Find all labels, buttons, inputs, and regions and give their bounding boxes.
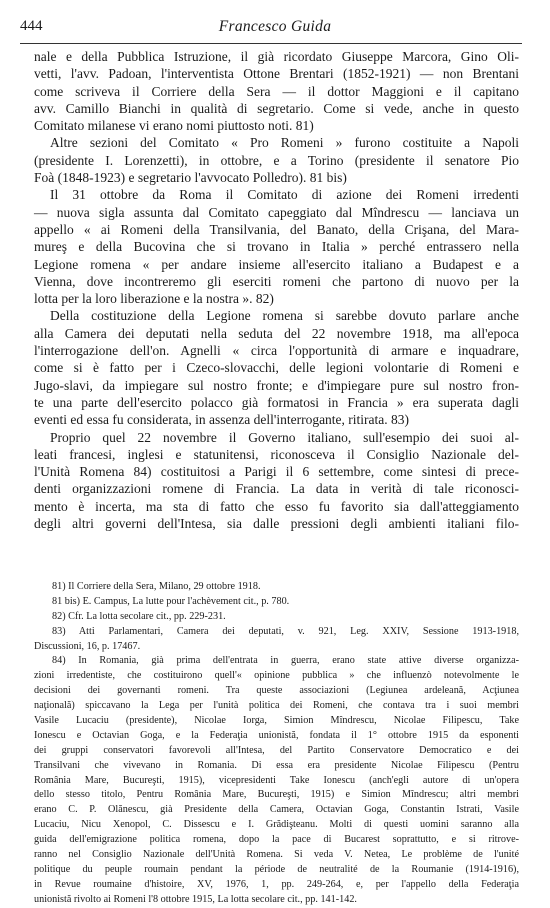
body-line: Foà (1848-1923) e segretario l'avvocato Polledro). 81 bis) <box>34 170 347 186</box>
body-line: denti organizzazioni romene di Francia. La data in verità di tale riconosci- <box>34 481 519 497</box>
footnote-line: unionistă rivolto ai Romeni l'8 ottobre 1915, La lotta secolare cit., pp. 141-142. <box>34 893 357 905</box>
body-line: alla Camera dei deputati nella seduta del 22 novembre 1918, ma all'epoca <box>34 325 519 341</box>
footnote-line: Discussioni, 16, p. 17467. <box>34 640 141 652</box>
body-line: appello « ai Romeni della Transilvania, del Banato, della Crişana, del Mara- <box>34 221 519 237</box>
footnote-line: in Revue roumaine d'histoire, XV, 1976, 1, pp. 249-264, e, per l'appello della Federaţia <box>34 878 519 890</box>
body-line: leati francesi, inglesi e statunitensi, riconosceva il Consiglio Nazionale del- <box>34 446 519 462</box>
footnotes <box>34 580 519 908</box>
body-line: Della costituzione della Legione romena si sarebbe dovuto parlare anche <box>50 308 519 324</box>
body-line: l'interrogazione dell'on. Agnelli « circa l'opportunità di armare e inquadrare, <box>34 343 519 359</box>
body-line: nale e della Pubblica Istruzione, il già ricordato Giuseppe Marcora, Gino Oli- <box>34 49 519 64</box>
body-text <box>34 48 519 532</box>
body-line: Il 31 ottobre da Roma il Comitato di azione dei Romeni irredenti <box>50 187 519 203</box>
body-line: vetti, l'avv. Padoan, l'interventista Ottone Brentari (1852-1921) — non Brentani <box>34 66 519 82</box>
body-line: degli altri governi dell'Intesa, sia dalle pressioni degli ambienti italiani filo- <box>34 516 519 532</box>
body-line: Proprio quel 22 novembre il Governo italiano, sull'esempio dei suoi al- <box>50 429 519 445</box>
footnote-line: 84) In Romania, già prima dell'entrata in guerra, erano state attive diverse organizza- <box>52 655 519 667</box>
footnote-line: ranno nel Consiglio Nazionale dell'Unità Romena. Si veda V. Netea, Le problème de l'unité <box>34 849 519 861</box>
footnote-line: Lucaciu, Nicu Xenopol, C. Dissescu e I. Grădişteanu. Molti di questi uomini saranno alla <box>34 819 519 831</box>
footnote-line: Vasile Lucaciu (presidente), Nicolae Iorga, Simion Mîndrescu, Nicolae Filipescu, Take <box>34 715 519 727</box>
body-line: — nuova sigla assunta dal Comitato capeggiato dal Mîndrescu — lanciava un <box>34 204 519 220</box>
body-line: Jugo-slavi, da impiegare sul nostro fronte; e d'impiegare pure sul nostro fron- <box>34 377 519 393</box>
footnote-line: naţională) spiccavano la Lega per l'unità politica dei Romeni, che contava tra i suoi membri <box>34 700 519 712</box>
body-line: Vienna, dove incontreremo gli eserciti romeni che partono di nuovo per la <box>34 273 519 289</box>
footnote-line: 83) Atti Parlamentari, Camera dei deputati, v. 921, Leg. XXIV, Sessione 1913-1918, <box>52 625 519 637</box>
footnote-line: 82) Cfr. La lotta secolare cit., pp. 229-231. <box>52 610 226 622</box>
footnote-line: erano C. P. Olănescu, già Presidente della Camera, Octavian Goga, Constantin Istrati, Vasile <box>34 804 519 816</box>
footnote-line: Transilvani che vivevano in Romania. Di essa era presidente Nicolae Filipescu (Pentru <box>34 759 519 771</box>
page-number: 444 <box>20 18 43 34</box>
body-line: Comitato milanese vi erano nomi piuttosto noti. 81) <box>34 118 314 134</box>
footnote-line: România Mare, Bucureşti, 1915), vicepresidenti Take Ionescu (anch'egli autore di un'opera <box>34 774 519 786</box>
footnote-line: zioni irredentiste, che costituirono quell'« opinione pubblica » che influenzò notevolmente le <box>34 670 519 682</box>
body-line: come scriveva il Corriere della Sera — il dottor Maggioni e il capitano <box>34 83 519 99</box>
footnote-line: politique du peuple roumain pendant la période de neutralité de la Roumanie (1914-1916), <box>34 863 519 875</box>
header-rule <box>20 43 522 44</box>
body-line: come si è fatto per i Czeco-slovacchi, delle legioni volontarie di Romeni e <box>34 360 519 376</box>
body-line: Altre sezioni del Comitato « Pro Romeni » furono costituite a Napoli <box>50 135 519 151</box>
body-line: Legione romena « per andare insieme all'esercito italiano a Budapest e a <box>34 256 519 272</box>
footnote-line: Ionescu e Octavian Goga, e la Federaţia unionistă, fondata il 1° ottobre 1915 da esponenti <box>34 729 519 741</box>
body-line: mento è incerta, ma sta di fatto che esso fu favorito sia dall'atteggiamento <box>34 498 519 514</box>
body-line: eventi ed essa fu considerata, in assenza dell'interrogante, ritirata. 83) <box>34 412 410 428</box>
running-title: Francesco Guida <box>218 18 332 35</box>
body-line: mureş e della Bucovina che si trovano in Italia » perché entrassero nella <box>34 239 519 255</box>
body-line: l'Unità Romena 84) costituitosi a Parigi il 6 settembre, come sintesi di prece- <box>34 464 519 480</box>
body-line: avv. Camillo Bianchi in qualità di segretario. Come si vede, anche in questo <box>34 100 519 116</box>
footnote-line: 81 bis) E. Campus, La lutte pour l'achèvement cit., p. 780. <box>52 595 290 607</box>
body-line: te una parte dell'esercito polacco già formatosi in Francia » era superata dagli <box>34 394 519 410</box>
body-line: (presidente I. Lorenzetti), in ottobre, e a Torino (presidente il senatore Pio <box>34 152 519 168</box>
body-line: lotta per la loro liberazione e la nostra ». 82) <box>34 291 274 307</box>
footnote-line: decisioni dei governanti romeni. Tra queste associazioni (Legiunea ardeleană, Acţiunea <box>34 685 519 697</box>
footnote-line: dei gruppi conservatori favorevoli all'Intesa, del Partito Conservatore Democratico e dei <box>34 744 519 756</box>
footnote-line: dello stesso titolo, Pentru România Mare, Bucureşti, 1915) e Simion Mîndrescu; altri membri <box>34 789 519 801</box>
footnote-line: guida dell'emigrazione politica romena, dopo la pace di Bucarest soprattutto, e si ritrove- <box>34 834 519 846</box>
page-header <box>20 18 530 38</box>
footnote-line: 81) Il Corriere della Sera, Milano, 29 ottobre 1918. <box>52 581 261 592</box>
